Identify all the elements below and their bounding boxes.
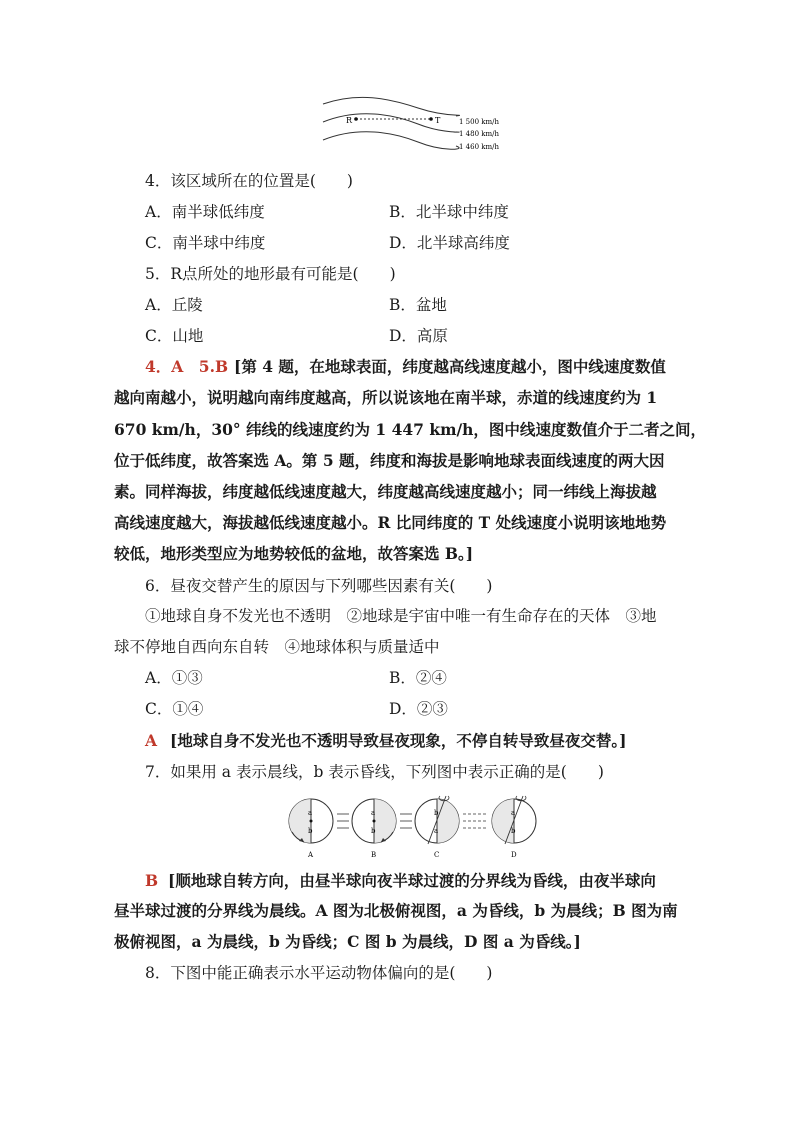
q7-stem: 7．如果用 a 表示晨线，b 表示昏线，下列图中表示正确的是( ) bbox=[145, 763, 604, 781]
isoline-label-1460: 1 460 km/h bbox=[459, 143, 500, 151]
answer-4-5-line-6: 高线速度越大，海拔越低线速度越小。R 比同纬度的 T 处线速度小说明该地地势 bbox=[114, 513, 667, 532]
q6-stem: 6．昼夜交替产生的原因与下列哪些因素有关( ) bbox=[145, 577, 493, 595]
q5-option-a: A．丘陵 bbox=[145, 296, 203, 314]
q4-option-b: B．北半球中纬度 bbox=[389, 203, 509, 221]
panel-a-line-a: a bbox=[308, 809, 313, 817]
velocity-isoline-figure bbox=[318, 96, 518, 158]
panel-c-label: C bbox=[434, 851, 440, 859]
panel-d bbox=[492, 796, 536, 859]
panel-b-line-b: b bbox=[371, 827, 376, 835]
q5-stem: 5．R点所处的地形最有可能是( ) bbox=[145, 265, 396, 283]
answer-4-5-key: 4．A 5.B bbox=[145, 357, 229, 376]
terminator-diagram-figure bbox=[282, 792, 544, 862]
isoline-label-1500: 1 500 km/h bbox=[459, 118, 500, 126]
light-arrows-bc bbox=[400, 814, 412, 828]
panel-b bbox=[352, 799, 396, 859]
light-arrows-cd bbox=[463, 814, 487, 828]
answer-7-line-3: 极俯视图，a 为晨线，b 为昏线；C 图 b 为晨线，D 图 a 为昏线。] bbox=[114, 932, 581, 951]
light-arrows-ab bbox=[337, 814, 349, 828]
q4-option-c: C．南半球中纬度 bbox=[145, 234, 266, 252]
q6-items-line-1: ①地球自身不发光也不透明 ②地球是宇宙中唯一有生命存在的天体 ③地 bbox=[145, 607, 657, 625]
isoline-label-1480: 1 480 km/h bbox=[459, 130, 500, 138]
answer-4-5-line-5: 素。同样海拔，纬度越低线速度越大，纬度越高线速度越小；同一纬线上海拔越 bbox=[114, 482, 657, 501]
panel-b-label: B bbox=[371, 851, 377, 859]
panel-a-line-b: b bbox=[308, 827, 313, 835]
answer-7-line-1: [顺地球自转方向，由昼半球向夜半球过渡的分界线为昏线，由夜半球向 bbox=[168, 871, 656, 890]
q6-option-a: A．①③ bbox=[145, 669, 203, 687]
q5-option-c: C．山地 bbox=[145, 327, 204, 345]
q6-option-b: B．②④ bbox=[389, 669, 447, 687]
isoline-1460 bbox=[323, 132, 459, 150]
panel-d-label: D bbox=[511, 851, 517, 859]
label-t: T bbox=[435, 116, 441, 125]
q4-stem: 4．该区域所在的位置是( ) bbox=[145, 172, 353, 190]
q6-option-c: C．①④ bbox=[145, 700, 204, 718]
answer-7-key: B bbox=[145, 871, 159, 890]
panel-c-line-a: a bbox=[434, 827, 439, 835]
q8-stem: 8．下图中能正确表示水平运动物体偏向的是( ) bbox=[145, 964, 493, 982]
answer-7-line-2: 昼半球过渡的分界线为晨线。A 图为北极俯视图，a 为昏线，b 为晨线；B 图为南 bbox=[114, 901, 678, 920]
panel-b-line-a: a bbox=[371, 809, 376, 817]
answer-6-key: A bbox=[145, 731, 158, 750]
label-r: R bbox=[346, 116, 353, 125]
answer-4-5-line-3: 670 km/h，30° 纬线的线速度约为 1 447 km/h，图中线速度数值介于二者之间， bbox=[114, 420, 706, 439]
answer-4-5-line-4: 位于低纬度，故答案选 A。第 5 题，纬度和海拔是影响地球表面线速度的两大因 bbox=[114, 451, 665, 470]
point-r bbox=[354, 117, 358, 121]
q5-option-d: D．高原 bbox=[389, 327, 448, 345]
panel-c bbox=[415, 796, 459, 859]
panel-d-line-a: a bbox=[511, 809, 516, 817]
answer-6-text: [地球自身不发光也不透明导致昼夜现象，不停自转导致昼夜交替。] bbox=[170, 731, 627, 750]
panel-c-line-b: b bbox=[434, 809, 439, 817]
answer-4-5-line-1: [第 4 题，在地球表面，纬度越高线速度越小，图中线速度数值 bbox=[234, 357, 666, 376]
q4-option-a: A．南半球低纬度 bbox=[145, 203, 265, 221]
answer-4-5-line-7: 较低，地形类型应为地势较低的盆地，故答案选 B。] bbox=[114, 544, 474, 563]
q4-option-d: D．北半球高纬度 bbox=[389, 234, 510, 252]
q6-option-d: D．②③ bbox=[389, 700, 448, 718]
answer-4-5-line-2: 越向南越小，说明越向南纬度越高，所以说该地在南半球，赤道的线速度约为 1 bbox=[114, 388, 658, 407]
point-t bbox=[429, 117, 433, 121]
q5-option-b: B．盆地 bbox=[389, 296, 447, 314]
panel-d-line-b: b bbox=[511, 827, 516, 835]
panel-a bbox=[289, 799, 333, 859]
panel-a-label: A bbox=[308, 851, 314, 859]
q6-items-line-2: 球不停地自西向东自转 ④地球体积与质量适中 bbox=[114, 638, 440, 656]
isoline-1500 bbox=[323, 97, 460, 116]
